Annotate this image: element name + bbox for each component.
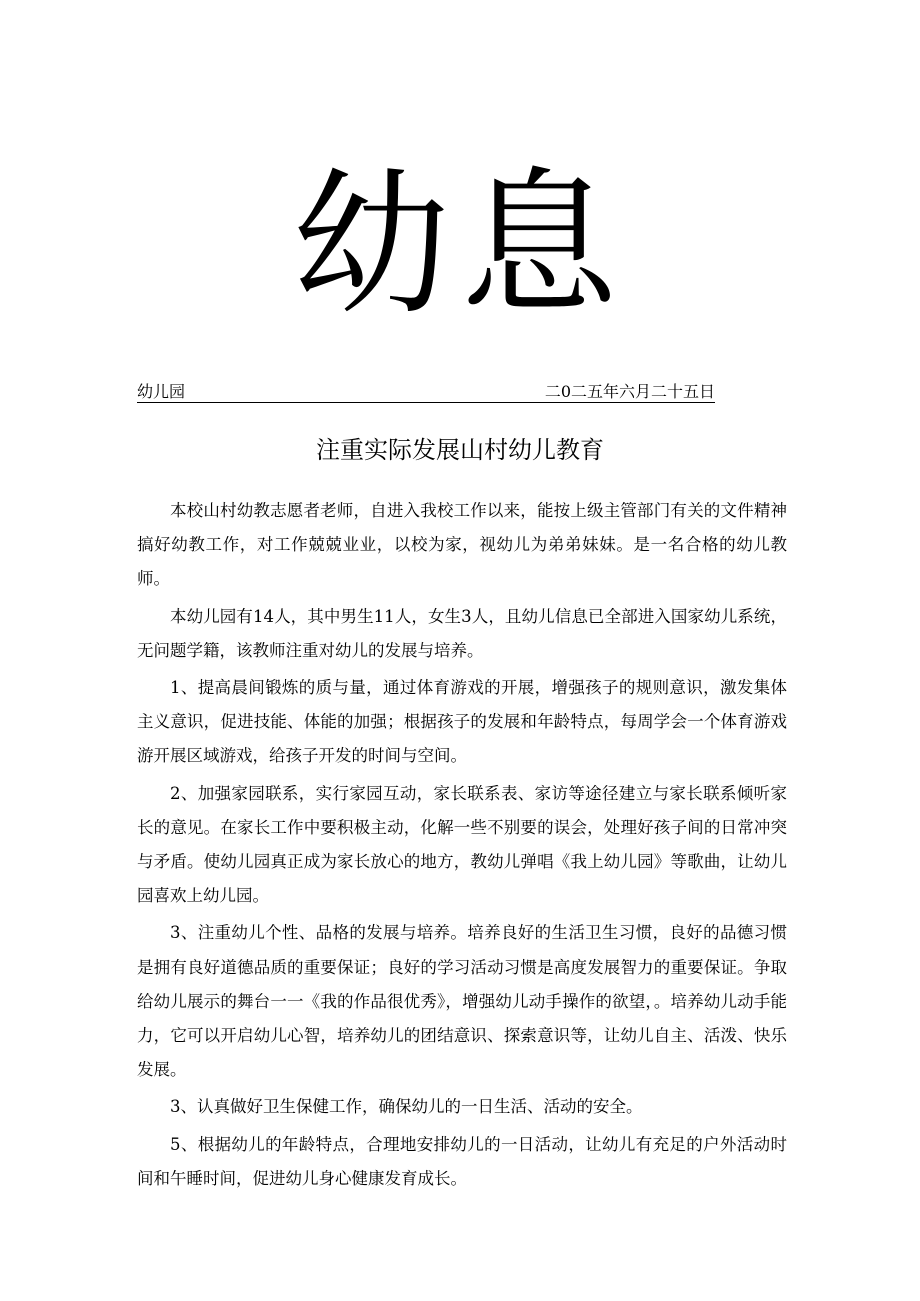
article-body: [137, 494, 787, 1199]
header-line: [137, 382, 715, 403]
paragraph: 本幼儿园有14人，其中男生11人，女生3人，且幼儿信息已全部进入国家幼儿系统，无问题学籍，该教师注重对幼儿的发展与培养。: [137, 606, 787, 660]
paragraph: 3、注重幼儿个性、品格的发展与培养。培养良好的生活卫生习惯，良好的品德习惯是拥有良好道德品质的重要保证；良好的学习活动习惯是高度发展智力的重要保证。争取给幼儿展示的舞台一一《我的作品很优秀》，增强幼儿动手操作的欲望，。培养幼儿动手能力，它可以开启幼儿心智，培养幼儿的团结意识、探索意识等，让幼儿自主、活泼、快乐发展。: [137, 923, 787, 1080]
paragraph: 3、认真做好卫生保健工作，确保幼儿的一日生活、活动的安全。: [170, 1097, 643, 1117]
issue-date: 二0二五年六月二十五日: [544, 382, 715, 401]
paragraph: 1、提高晨间锻炼的质与量，通过体育游戏的开展，增强孩子的规则意识，激发集体主义意识，促进技能、体能的加强；根据孩子的发展和年龄特点，每周学会一个体育游戏游开展区域游戏，给孩子开发的时间与空间。: [137, 678, 787, 766]
paragraph: 5、根据幼儿的年龄特点，合理地安排幼儿的一日活动，让幼儿有充足的户外活动时间和午睡时间，促进幼儿身心健康发育成长。: [137, 1134, 787, 1188]
masthead-title: 幼息: [292, 153, 628, 337]
article-title: 注重实际发展山村幼儿教育: [316, 436, 604, 464]
paragraph: 本校山村幼教志愿者老师，自进入我校工作以来，能按上级主管部门有关的文件精神搞好幼教工作，对工作兢兢业业，以校为家，视幼儿为弟弟妹妹。是一名合格的幼儿教师。: [137, 501, 787, 589]
paragraph: 2、加强家园联系，实行家园互动，家长联系表、家访等途径建立与家长联系倾听家长的意见。在家长工作中要积极主动，化解一些不别要的误会，处理好孩子间的日常冲突与矛盾。使幼儿园真正成为家长放心的地方，教幼儿弹唱《我上幼儿园》等歌曲，让幼儿园喜欢上幼儿园。: [137, 783, 787, 906]
organization-name: 幼儿园: [137, 382, 186, 401]
